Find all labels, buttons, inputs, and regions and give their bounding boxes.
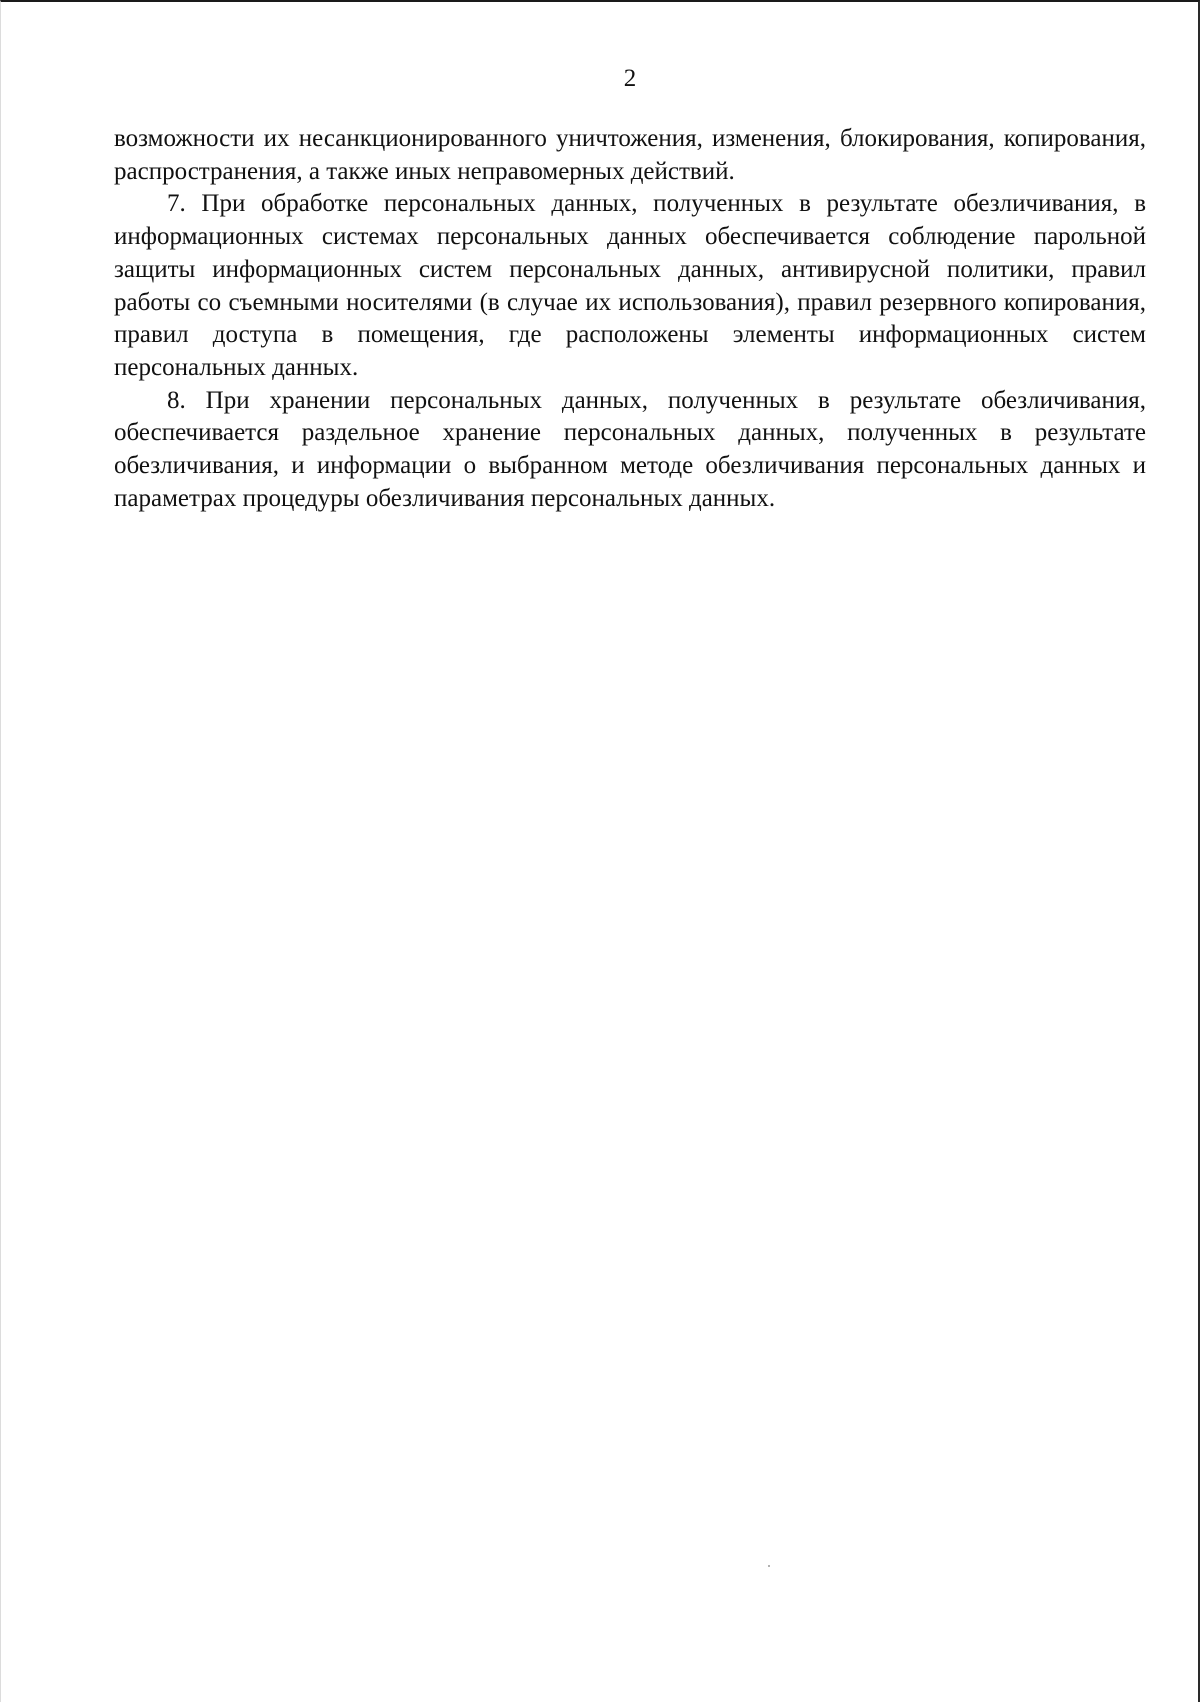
paragraph-item-7 — [114, 188, 1146, 384]
paragraph-text: При обработке персональных данных, полученных в результате обезличивания, в информационных системах персональных данных обеспечивается соблюдение парольной защиты информационных систем персональных данных, антивирусной политики, правил работы со съемными носителями (в случае их использования), правил резервного копирования, правил доступа в помещения, где расположены элементы информационных систем персональных данных. — [114, 190, 1147, 381]
paragraph-text: возможности их несанкционированного уничтожения, изменения, блокирования, копирования, распространения, а также иных неправомерных действий. — [114, 125, 1146, 185]
page-number: 2 — [623, 65, 637, 92]
paragraph-number: 7. — [167, 190, 186, 218]
paragraph-number: 8. — [167, 386, 186, 414]
paragraph-text: При хранении персональных данных, полученных в результате обезличивания, обеспечивается раздельное хранение персональных данных, полученных в результате обезличивания, и информации о выбранном методе обезличивания персональных данных и параметрах процедуры обезличивания персональных данных. — [114, 386, 1147, 512]
scan-speck — [768, 1565, 770, 1567]
document-body — [114, 123, 1146, 515]
paragraph-continuation — [114, 123, 1146, 188]
paragraph-item-8 — [114, 385, 1146, 516]
